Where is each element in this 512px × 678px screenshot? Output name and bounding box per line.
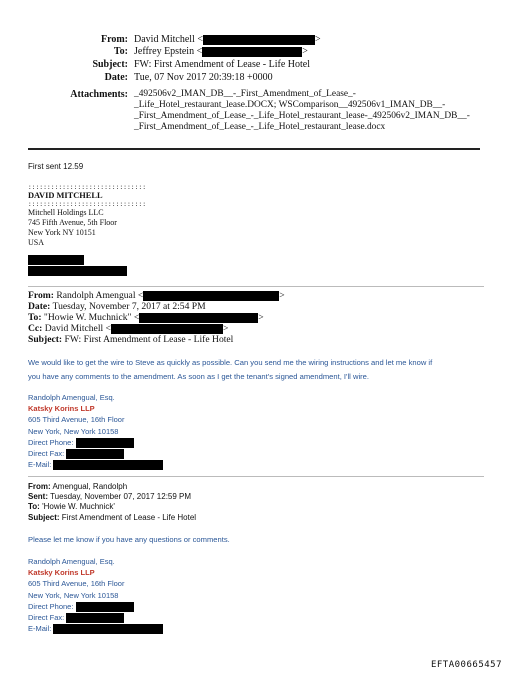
fwd2-subject-label: Subject: <box>28 512 60 522</box>
fwd2-to-label: To: <box>28 502 40 512</box>
redaction-bar <box>203 35 315 45</box>
bates-number: EFTA00665457 <box>430 660 502 670</box>
sig-phone-label: Direct Phone: <box>28 437 74 447</box>
close-bracket: > <box>314 34 321 45</box>
header-subject-value: FW: First Amendment of Lease - Life Hotel <box>134 59 310 70</box>
fwd2-subject-value: First Amendment of Lease - Life Hotel <box>61 512 197 522</box>
sig-address-line: New York NY 10151 <box>28 228 96 237</box>
fwd1-subject-label: Subject: <box>28 334 63 345</box>
mitchell-signature <box>28 184 146 248</box>
header-attachments-label: Attachments: <box>70 89 128 100</box>
header-date-value: Tue, 07 Nov 2017 20:39:18 +0000 <box>134 72 273 83</box>
sig-email-label: E-Mail: <box>28 624 52 634</box>
sig-company: Mitchell Holdings LLC <box>28 208 104 217</box>
amengual-signature-1 <box>28 392 163 470</box>
first-sent-note: First sent 12.59 <box>28 162 84 171</box>
sig-country: USA <box>28 238 45 247</box>
redaction-bar <box>143 291 279 301</box>
fwd2-sent-value: Tuesday, November 07, 2017 12:59 PM <box>50 492 192 502</box>
sig-address-line: 605 Third Avenue, 16th Floor <box>28 579 125 589</box>
sig-firm: Katsky Korins LLP <box>28 568 95 578</box>
fwd1-date-label: Date: <box>28 301 51 312</box>
header-date-label: Date: <box>104 72 128 83</box>
close-bracket: > <box>302 46 308 57</box>
header-divider <box>28 148 480 150</box>
sig-address-line: New York, New York 10158 <box>28 426 119 436</box>
sig-dots: ::::::::::::::::::::::::::::::: <box>28 184 147 191</box>
fwd1-from-value: Randolph Amengual < <box>56 290 144 301</box>
fwd1-subject-value: FW: First Amendment of Lease - Life Hotel <box>64 334 234 345</box>
attachment-line[interactable]: _Life_Hotel_restaurant_lease.DOCX; WSComparison__492506v1_IMAN_DB__- <box>134 100 446 110</box>
sig-name: DAVID MITCHELL <box>28 191 103 200</box>
sig-phone-label: Direct Phone: <box>28 601 74 611</box>
fwd1-cc-label: Cc: <box>28 323 43 334</box>
header-to-value: Jeffrey Epstein < <box>134 46 203 57</box>
redaction-bar <box>53 624 163 634</box>
section-divider <box>28 476 484 477</box>
sig-dots: ::::::::::::::::::::::::::::::: <box>28 201 147 208</box>
attachment-line[interactable]: _First_Amendment_of_Lease_-_Life_Hotel_restaurant_lease-_492506v2_IMAN_DB__- <box>134 111 470 121</box>
header-from-value: David Mitchell < <box>134 34 203 45</box>
redaction-bar <box>66 449 124 459</box>
amengual-signature-2 <box>28 556 163 634</box>
forward-header-1 <box>28 290 285 345</box>
sig-address-line: 605 Third Avenue, 16th Floor <box>28 415 125 425</box>
redaction-bar <box>111 324 223 334</box>
fwd1-cc-value: David Mitchell < <box>44 323 111 334</box>
fwd1-to-value: "Howie W. Muchnick" < <box>43 312 140 323</box>
redaction-bar <box>139 313 258 323</box>
sig-fax-label: Direct Fax: <box>28 613 65 623</box>
close-bracket: > <box>279 290 285 301</box>
attachment-line[interactable]: _492506v2_IMAN_DB__-_First_Amendment_of_Lease_- <box>134 89 356 99</box>
fwd2-from-label: From: <box>28 482 51 491</box>
sig-address-line: New York, New York 10158 <box>28 590 119 600</box>
redaction-bar <box>202 47 302 57</box>
header-from-label: From: <box>100 34 128 45</box>
attachment-line[interactable]: _First_Amendment_of_Lease_-_Life_Hotel_restaurant_lease.docx <box>134 122 386 132</box>
fwd2-from-value: Amengual, Randolph <box>52 482 128 491</box>
redaction-bar <box>66 613 124 623</box>
message-line: Please let me know if you have any questions or comments. <box>28 535 230 544</box>
message-body-2 <box>28 535 230 544</box>
sig-address-line: 745 Fifth Avenue, 5th Floor <box>28 218 117 227</box>
sig-name: Randolph Amengual, Esq. <box>28 393 115 402</box>
fwd2-to-value: 'Howie W. Muchnick' <box>42 502 115 512</box>
section-divider <box>28 286 484 287</box>
redaction-bar <box>76 602 134 612</box>
header-subject-label: Subject: <box>92 59 128 70</box>
redaction-bar <box>76 438 134 448</box>
message-line: We would like to get the wire to Steve as quickly as possible. Can you send me the wiring instructions and let me know if <box>28 358 433 367</box>
sig-email-label: E-Mail: <box>28 460 52 470</box>
message-line: you have any comments to the amendment. As soon as I get the tenant's signed amendment, I'll wire. <box>28 372 370 381</box>
redaction-bar <box>28 266 127 276</box>
fwd1-from-label: From: <box>28 290 54 301</box>
redaction-bar <box>53 460 163 470</box>
header-to-label: To: <box>113 46 128 57</box>
sig-name: Randolph Amengual, Esq. <box>28 557 115 566</box>
close-bracket: > <box>222 323 229 334</box>
fwd1-to-label: To: <box>28 312 42 323</box>
fwd2-sent-label: Sent: <box>28 492 48 502</box>
redaction-bar <box>28 255 84 265</box>
message-body-1 <box>28 356 432 384</box>
sig-fax-label: Direct Fax: <box>28 449 65 459</box>
close-bracket: > <box>258 312 264 323</box>
fwd1-date-value: Tuesday, November 7, 2017 at 2:54 PM <box>52 301 206 312</box>
sig-firm: Katsky Korins LLP <box>28 404 95 414</box>
forward-header-2 <box>28 482 196 523</box>
